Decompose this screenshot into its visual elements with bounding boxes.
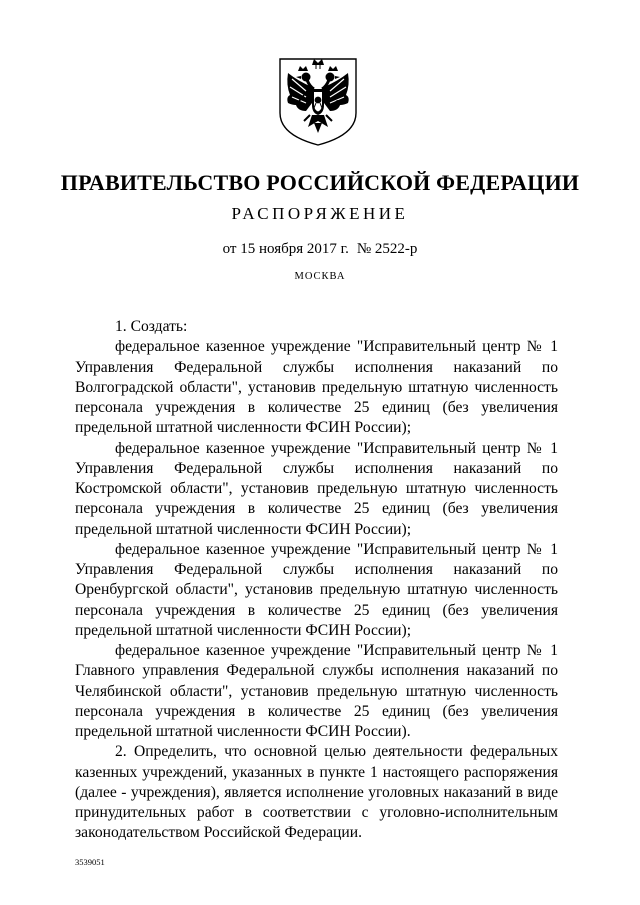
- paragraph: 2. Определить, что основной целью деятельности федеральных казенных учреждений, указанных в пункте 1 настоящего распоряжения (далее - учреждения), является исполнение уголовных наказаний в виде принудительных работ в соответствии с уголовно-исполнительным законодательством Российской Федерации.: [75, 743, 558, 842]
- document-body: [75, 317, 558, 844]
- document-number: № 2522-р: [356, 241, 418, 257]
- document-type: РАСПОРЯЖЕНИЕ: [231, 204, 409, 223]
- paragraph: федеральное казенное учреждение "Исправительный центр № 1 Управления Федеральной службы исполнения наказаний по Оренбургской области", установив предельную штатную численность персонала учреждения в количестве 25 единиц (без увеличения предельной штатной численности ФСИН России);: [75, 540, 558, 639]
- government-title: ПРАВИТЕЛЬСТВО РОССИЙСКОЙ ФЕДЕРАЦИИ: [60, 170, 580, 195]
- paragraph: федеральное казенное учреждение "Исправительный центр № 1 Главного управления Федеральной службы исполнения наказаний по Челябинской области", установив предельную штатную численность персонала учреждения в количестве 25 единиц (без увеличения предельной штатной численности ФСИН России).: [75, 642, 558, 740]
- paragraph: 1. Создать:: [115, 318, 188, 335]
- paragraph: федеральное казенное учреждение "Исправительный центр № 1 Управления Федеральной службы исполнения наказаний по Волгоградской области", установив предельную штатную численность персонала учреждения в количестве 25 единиц (без увеличения предельной штатной численности ФСИН России);: [75, 338, 558, 437]
- russian-coat-of-arms-icon: [276, 55, 360, 147]
- paragraph: федеральное казенное учреждение "Исправительный центр № 1 Управления Федеральной службы исполнения наказаний по Костромской области", установив предельную штатную численность персонала учреждения в количестве 25 единиц (без увеличения предельной штатной численности ФСИН России);: [75, 439, 558, 538]
- footer-code: 3539051: [75, 857, 105, 867]
- city: МОСКВА: [294, 271, 346, 282]
- document-date: от 15 ноября 2017 г.: [222, 241, 349, 257]
- document-date-line: [0, 241, 640, 258]
